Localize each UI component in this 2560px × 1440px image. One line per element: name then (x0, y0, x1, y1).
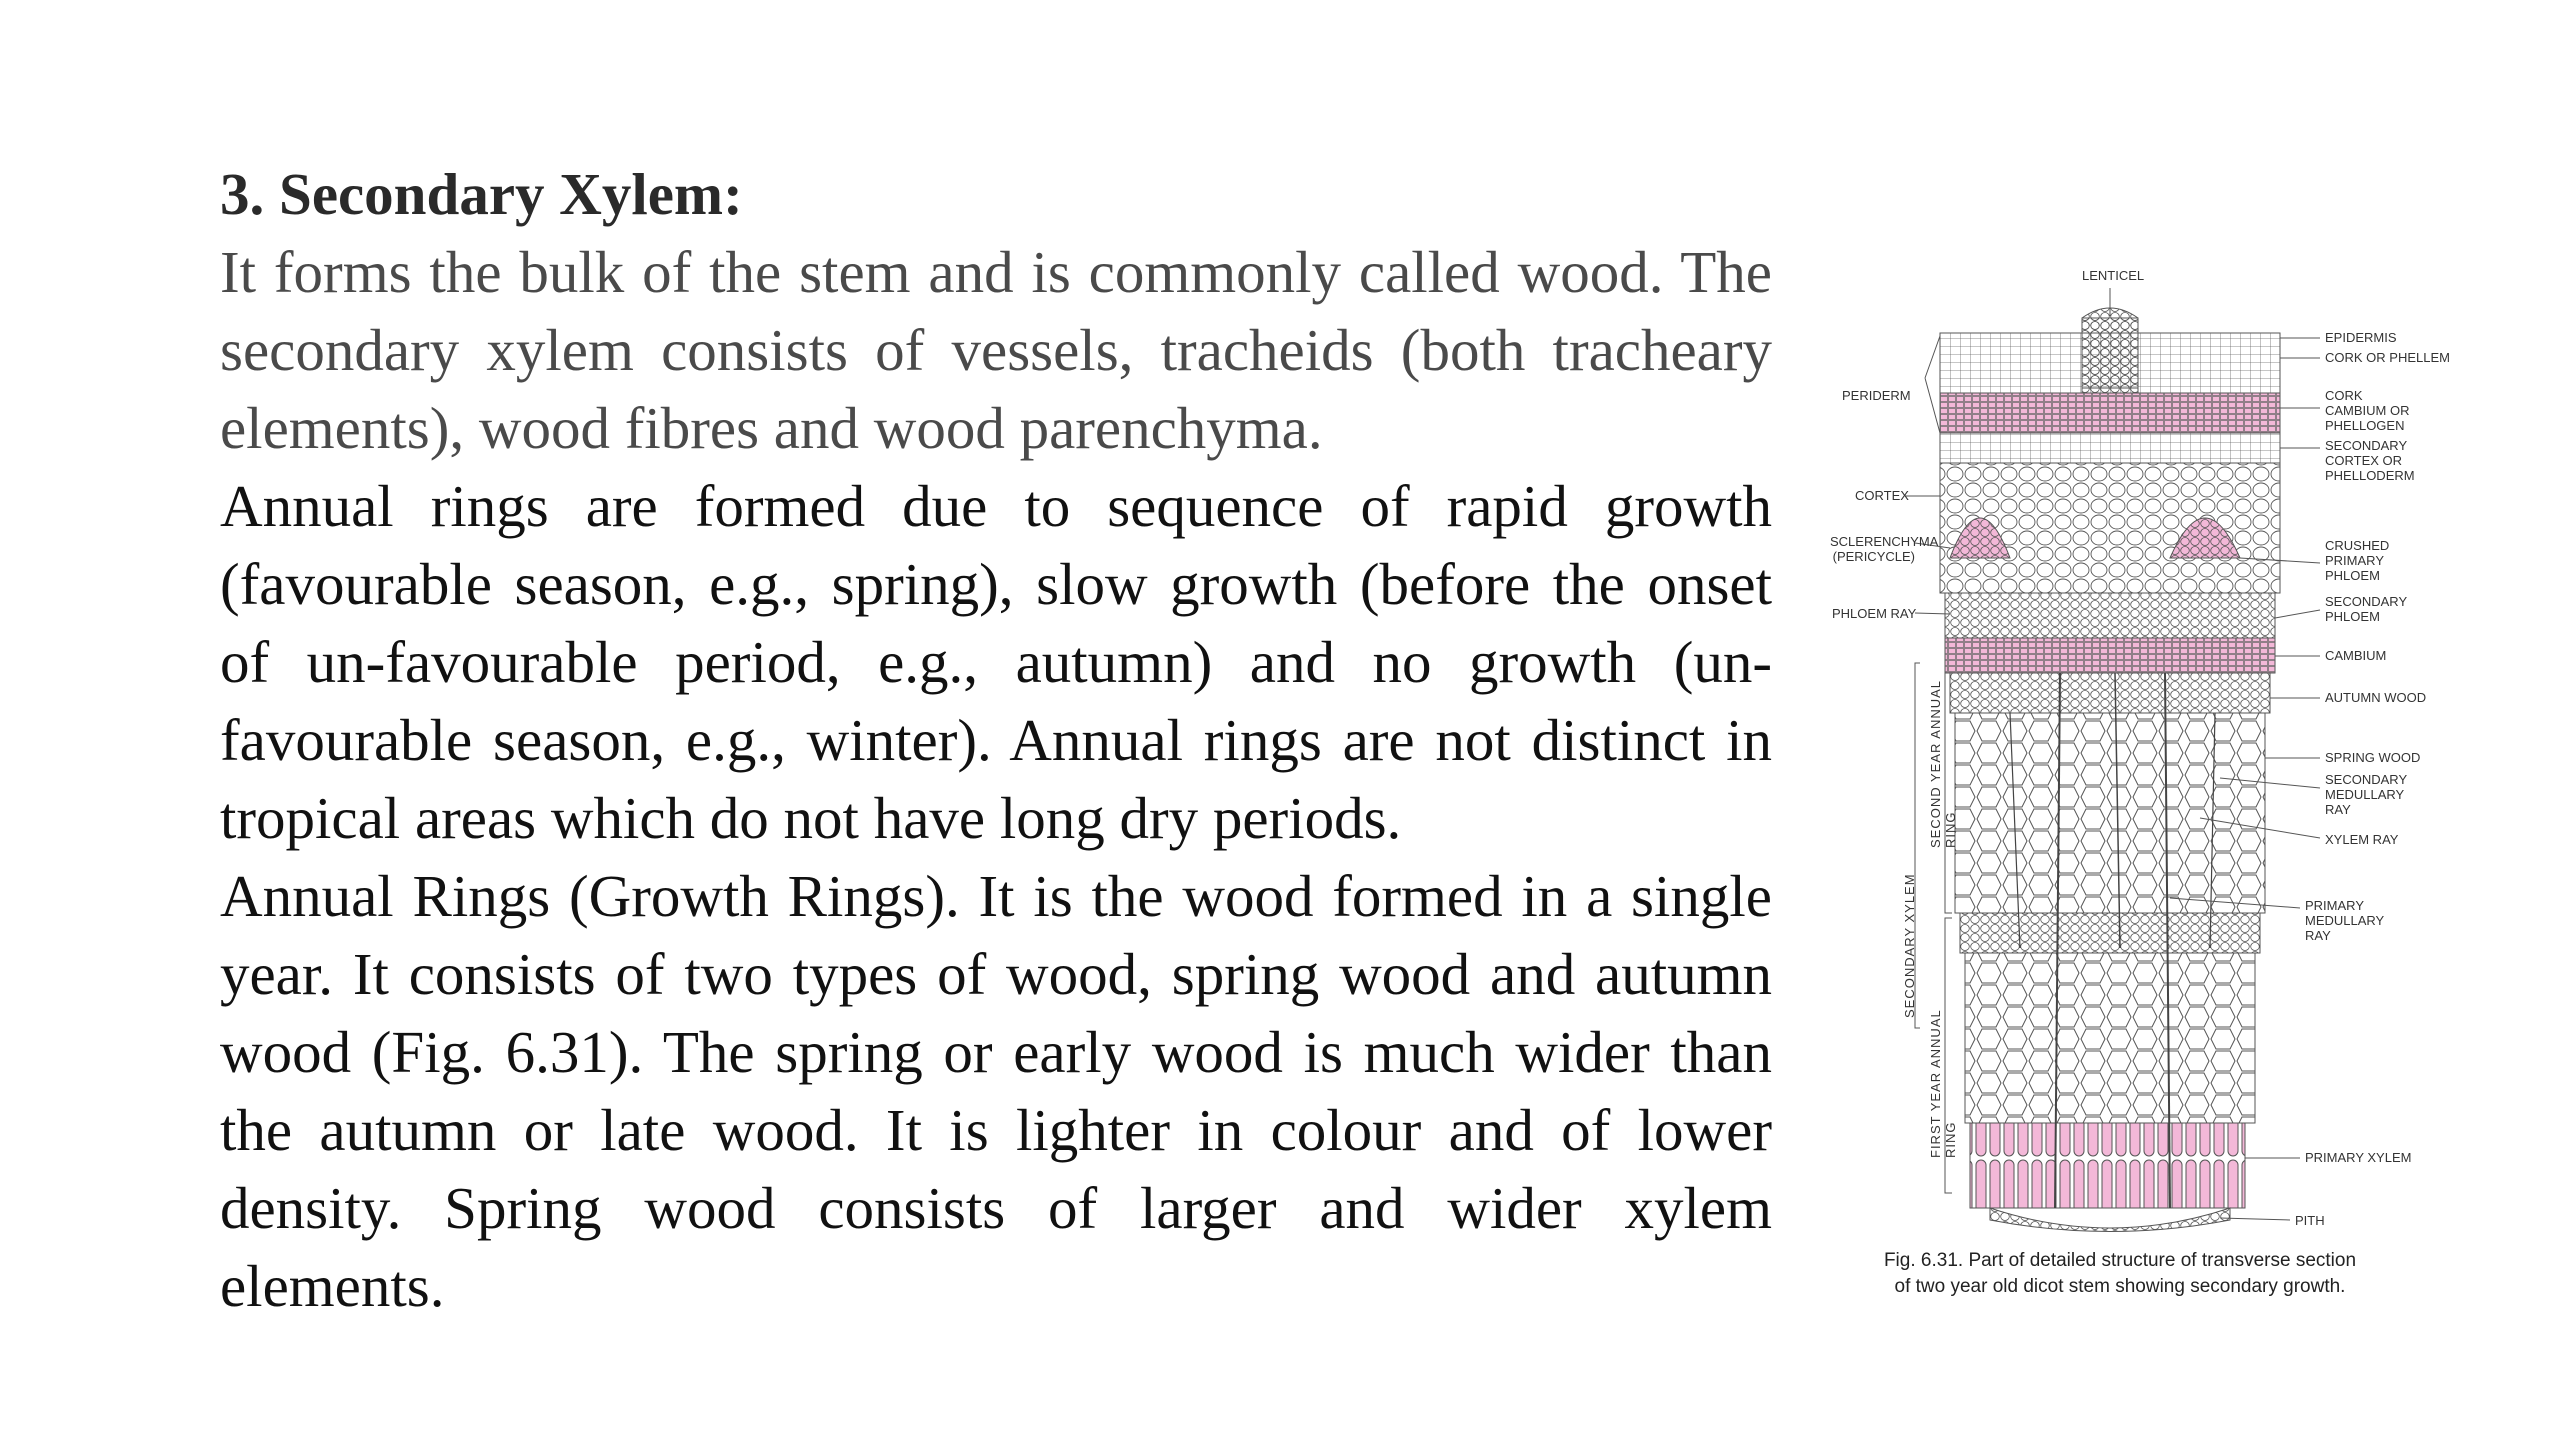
label-primary-xylem: PRIMARY XYLEM (2305, 1150, 2412, 1165)
label-autumn-wood: AUTUMN WOOD (2325, 690, 2427, 705)
label-first-year-ring: FIRST YEAR ANNUAL RING (1928, 1009, 1958, 1158)
label-secondary-medullary-ray: SECONDARY MEDULLARY RAY (2325, 772, 2407, 817)
label-cork-cambium: CORK CAMBIUM OR PHELLOGEN (2325, 388, 2410, 433)
label-secondary-cortex: SECONDARY CORTEX OR PHELLODERM (2325, 438, 2415, 483)
label-cortex: CORTEX (1855, 488, 1909, 503)
paragraph-annual-rings: Annual rings are formed due to sequence of rapid growth (favourable season, e.g., spring), slow growth (before the onset of un-favourable period, e.g., autumn) and no growth (un-favourable season, e.g., winter). Annual rings are not distinct in tropical areas which do not have long dry periods. (220, 473, 1772, 851)
label-phloem-ray: PHLOEM RAY (1832, 606, 1917, 621)
label-epidermis: EPIDERMIS (2325, 330, 2397, 345)
label-spring-wood: SPRING WOOD (2325, 750, 2421, 765)
label-xylem-ray: XYLEM RAY (2325, 832, 2399, 847)
paragraph-growth-rings: Annual Rings (Growth Rings). It is the wood formed in a single year. It consists of two types of wood, spring wood and autumn wood (Fig. 6.31). The spring or early wood is much wider than the autumn or late wood. It is lighter in colour and of lower density. Spring wood consists of larger and wider xylem elements. (220, 863, 1772, 1319)
text-column (220, 155, 1772, 1325)
label-crushed-phloem: CRUSHED PRIMARY PHLOEM (2325, 538, 2390, 583)
label-lenticel: LENTICEL (2082, 268, 2145, 283)
label-periderm: PERIDERM (1842, 388, 1911, 403)
figure-caption: Fig. 6.31. Part of detailed structure of transverse section of two year old dicot stem showing secondary growth. (1883, 1250, 2357, 1297)
section-heading: 3. Secondary Xylem: (220, 161, 743, 227)
label-cambium: CAMBIUM (2325, 648, 2387, 663)
label-sclerenchyma: SCLERENCHYMA (PERICYCLE) (1830, 534, 1939, 564)
label-cork: CORK OR PHELLEM (2325, 350, 2450, 365)
label-pith: PITH (2295, 1213, 2325, 1228)
label-secondary-xylem: SECONDARY XYLEM (1902, 873, 1917, 1018)
stem-section-figure (1820, 258, 2450, 1308)
paragraph-secondary-xylem: It forms the bulk of the stem and is commonly called wood. The secondary xylem consists of vessels, tracheids (both tracheary elements), wood fibres and wood parenchyma. (220, 239, 1772, 461)
label-secondary-phloem: SECONDARY PHLOEM (2325, 594, 2407, 624)
label-second-year-ring: SECOND YEAR ANNUAL RING (1928, 680, 1958, 848)
label-primary-medullary-ray: PRIMARY MEDULLARY RAY (2305, 898, 2384, 943)
